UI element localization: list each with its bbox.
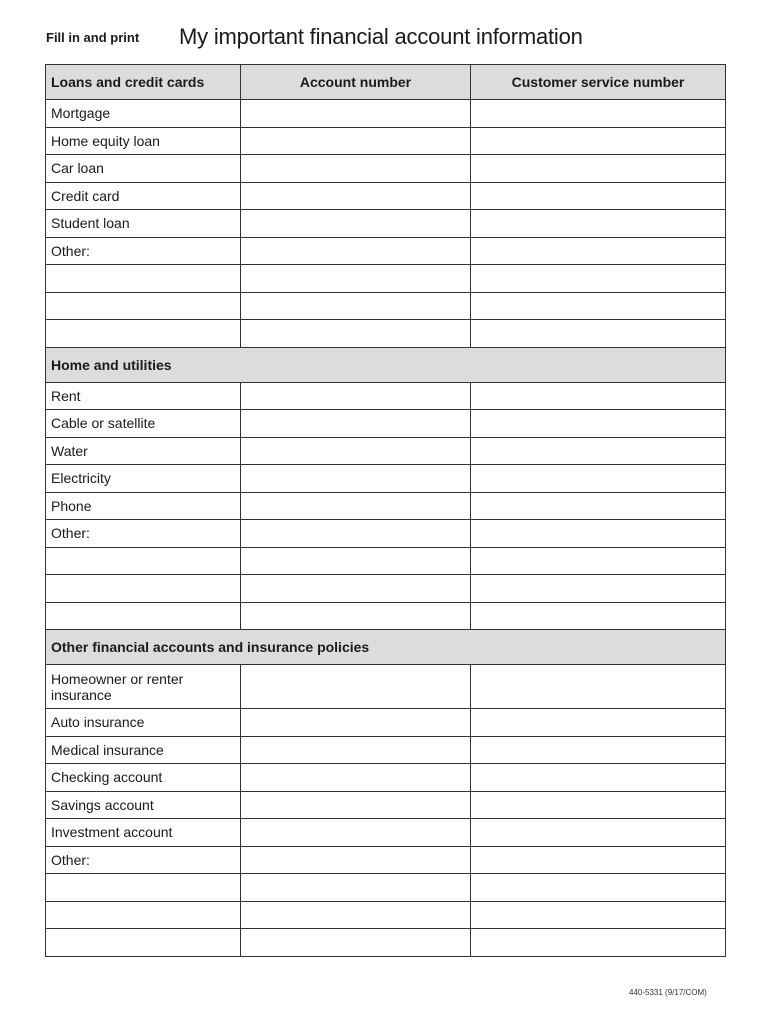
account-number-field[interactable] (241, 437, 471, 465)
customer-service-number-field[interactable] (471, 492, 726, 520)
customer-service-number-field[interactable] (471, 155, 726, 183)
table-row (46, 602, 726, 630)
section-title: Other financial accounts and insurance policies (46, 630, 726, 665)
account-number-field[interactable] (241, 210, 471, 238)
row-label: Student loan (46, 210, 241, 238)
row-label: Other: (46, 520, 241, 548)
account-number-field[interactable] (241, 100, 471, 128)
customer-service-number-field[interactable] (471, 846, 726, 874)
row-label: Medical insurance (46, 736, 241, 764)
customer-service-number-field[interactable] (471, 100, 726, 128)
form-code: 440-5331 (9/17/COM) (629, 988, 707, 997)
customer-service-number-field[interactable] (471, 520, 726, 548)
account-number-field[interactable] (241, 736, 471, 764)
table-row (46, 575, 726, 603)
row-label (46, 575, 241, 603)
table-row (46, 492, 726, 520)
table-row (46, 846, 726, 874)
account-number-field[interactable] (241, 929, 471, 957)
account-number-field[interactable] (241, 320, 471, 348)
row-label (46, 901, 241, 929)
table-row (46, 819, 726, 847)
table-row (46, 210, 726, 238)
account-number-field[interactable] (241, 791, 471, 819)
row-label: Other: (46, 237, 241, 265)
row-label: Mortgage (46, 100, 241, 128)
row-label (46, 874, 241, 902)
column-header-category: Loans and credit cards (46, 65, 241, 100)
section-header-other (46, 630, 726, 665)
account-number-field[interactable] (241, 265, 471, 293)
customer-service-number-field[interactable] (471, 874, 726, 902)
customer-service-number-field[interactable] (471, 127, 726, 155)
account-number-field[interactable] (241, 602, 471, 630)
customer-service-number-field[interactable] (471, 292, 726, 320)
table-row (46, 410, 726, 438)
account-number-field[interactable] (241, 901, 471, 929)
account-number-field[interactable] (241, 575, 471, 603)
column-header-customer-service: Customer service number (471, 65, 726, 100)
table-row (46, 265, 726, 293)
customer-service-number-field[interactable] (471, 382, 726, 410)
customer-service-number-field[interactable] (471, 929, 726, 957)
row-label: Rent (46, 382, 241, 410)
row-label (46, 929, 241, 957)
row-label (46, 320, 241, 348)
account-number-field[interactable] (241, 182, 471, 210)
customer-service-number-field[interactable] (471, 819, 726, 847)
row-label: Other: (46, 846, 241, 874)
account-number-field[interactable] (241, 764, 471, 792)
account-info-table (45, 64, 726, 957)
customer-service-number-field[interactable] (471, 602, 726, 630)
account-number-field[interactable] (241, 547, 471, 575)
row-label (46, 547, 241, 575)
account-number-field[interactable] (241, 382, 471, 410)
customer-service-number-field[interactable] (471, 265, 726, 293)
account-number-field[interactable] (241, 819, 471, 847)
customer-service-number-field[interactable] (471, 901, 726, 929)
table-row (46, 764, 726, 792)
customer-service-number-field[interactable] (471, 210, 726, 238)
customer-service-number-field[interactable] (471, 547, 726, 575)
row-label: Car loan (46, 155, 241, 183)
customer-service-number-field[interactable] (471, 709, 726, 737)
section-title: Home and utilities (46, 347, 726, 382)
table-row (46, 709, 726, 737)
table-row (46, 465, 726, 493)
fill-in-and-print-label: Fill in and print (46, 30, 140, 45)
account-number-field[interactable] (241, 709, 471, 737)
customer-service-number-field[interactable] (471, 437, 726, 465)
row-label: Phone (46, 492, 241, 520)
column-header-account-number: Account number (241, 65, 471, 100)
customer-service-number-field[interactable] (471, 182, 726, 210)
table-row (46, 100, 726, 128)
row-label (46, 602, 241, 630)
table-row (46, 437, 726, 465)
account-number-field[interactable] (241, 465, 471, 493)
customer-service-number-field[interactable] (471, 320, 726, 348)
customer-service-number-field[interactable] (471, 736, 726, 764)
table-row (46, 791, 726, 819)
customer-service-number-field[interactable] (471, 465, 726, 493)
table-row (46, 520, 726, 548)
table-row (46, 127, 726, 155)
account-number-field[interactable] (241, 492, 471, 520)
customer-service-number-field[interactable] (471, 764, 726, 792)
table-row (46, 929, 726, 957)
customer-service-number-field[interactable] (471, 410, 726, 438)
row-label: Credit card (46, 182, 241, 210)
table-row (46, 874, 726, 902)
table-row (46, 736, 726, 764)
account-number-field[interactable] (241, 127, 471, 155)
customer-service-number-field[interactable] (471, 237, 726, 265)
account-number-field[interactable] (241, 410, 471, 438)
customer-service-number-field[interactable] (471, 575, 726, 603)
row-label (46, 292, 241, 320)
account-number-field[interactable] (241, 237, 471, 265)
table-row (46, 182, 726, 210)
row-label: Cable or satellite (46, 410, 241, 438)
account-number-field[interactable] (241, 846, 471, 874)
table-row (46, 155, 726, 183)
table-row (46, 665, 726, 709)
account-number-field[interactable] (241, 520, 471, 548)
page-title: My important financial account information (179, 24, 583, 49)
customer-service-number-field[interactable] (471, 791, 726, 819)
row-label (46, 265, 241, 293)
table-row (46, 237, 726, 265)
row-label: Electricity (46, 465, 241, 493)
table-row (46, 901, 726, 929)
table-row (46, 320, 726, 348)
account-number-field[interactable] (241, 874, 471, 902)
table-row (46, 547, 726, 575)
table-row (46, 292, 726, 320)
row-label: Savings account (46, 791, 241, 819)
row-label: Water (46, 437, 241, 465)
table-row (46, 382, 726, 410)
row-label: Homeowner or renter insurance (46, 665, 241, 709)
row-label: Auto insurance (46, 709, 241, 737)
account-number-field[interactable] (241, 665, 471, 709)
customer-service-number-field[interactable] (471, 665, 726, 709)
row-label: Home equity loan (46, 127, 241, 155)
account-number-field[interactable] (241, 155, 471, 183)
row-label: Investment account (46, 819, 241, 847)
account-number-field[interactable] (241, 292, 471, 320)
section-header-home (46, 347, 726, 382)
table-header-row (46, 65, 726, 100)
row-label: Checking account (46, 764, 241, 792)
